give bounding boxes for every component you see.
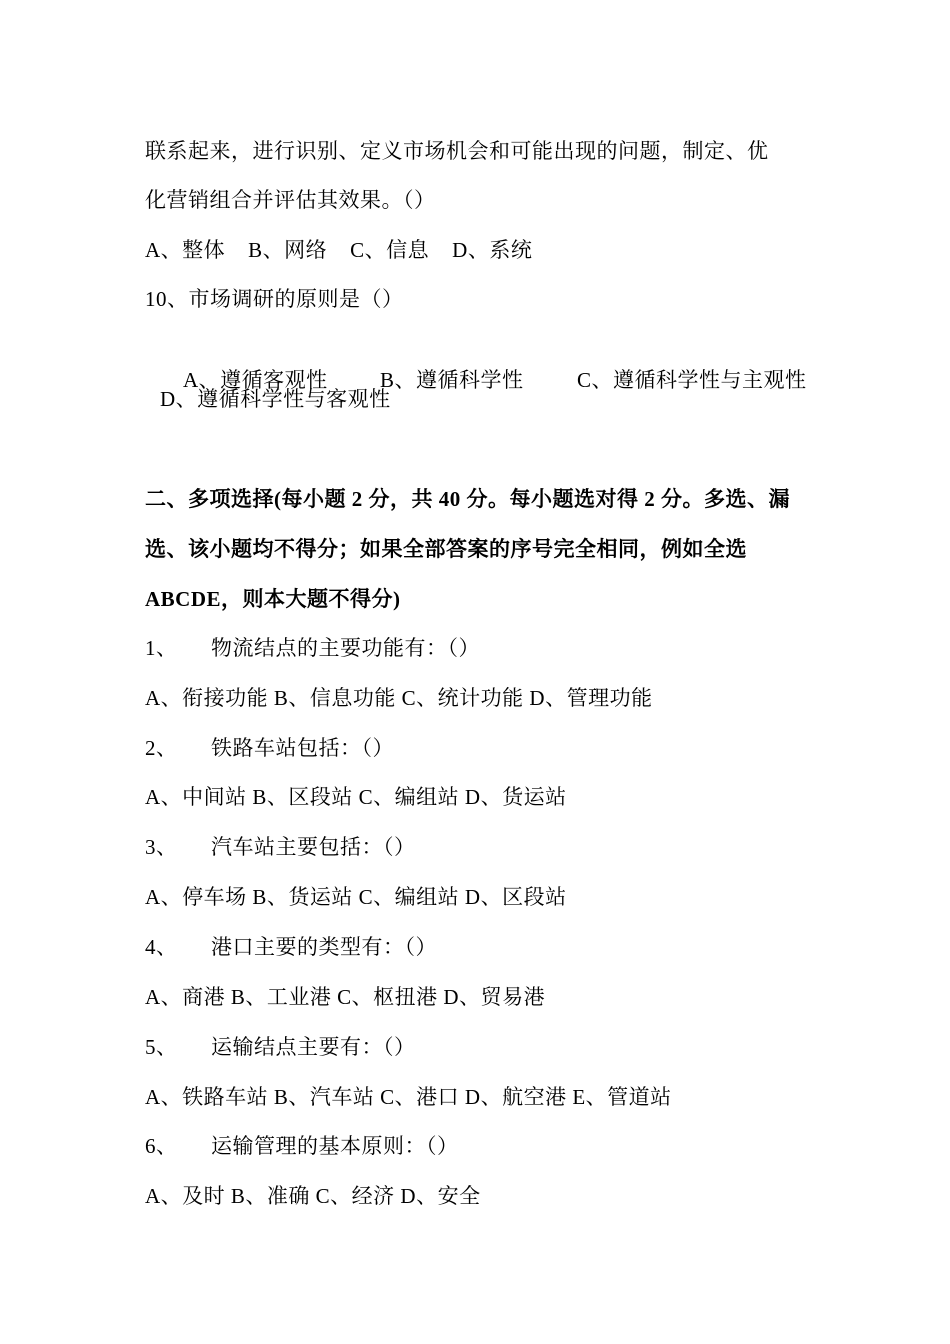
question-5-options: A、铁路车站 B、汽车站 C、港口 D、航空港 E、管道站 [145, 1085, 672, 1109]
section-2-heading-line-3: ABCDE，则本大题不得分) [145, 587, 401, 611]
question-text: 运输结点主要有：（） [211, 1035, 416, 1059]
question-number: 4、 [145, 935, 178, 959]
question-text: 港口主要的类型有：（） [211, 935, 437, 959]
q10-option-b: B、遵循科学性 [380, 368, 524, 392]
section-2-heading-line-1: 二、多项选择(每小题 2 分，共 40 分。每小题选对得 2 分。多选、漏 [145, 487, 790, 511]
question-4-options: A、商港 B、工业港 C、枢扭港 D、贸易港 [145, 985, 546, 1009]
q10-option-a: A、遵循客观性 [183, 368, 328, 392]
question-6-options: A、及时 B、准确 C、经济 D、安全 [145, 1184, 481, 1208]
prev-question-text-line-1: 联系起来，进行识别、定义市场机会和可能出现的问题，制定、优 [145, 139, 769, 163]
question-number: 1、 [145, 636, 178, 660]
question-1-stem [145, 633, 480, 663]
q10-option-d: D、遵循科学性与客观性 [160, 387, 391, 411]
question-3-stem [145, 832, 416, 862]
question-number: 2、 [145, 736, 178, 760]
question-number: 6、 [145, 1134, 178, 1158]
prev-question-text-line-2: 化营销组合并评估其效果。（） [145, 188, 436, 212]
question-2-stem [145, 733, 394, 763]
question-text: 汽车站主要包括：（） [211, 835, 416, 859]
q10-stem: 10、市场调研的原则是（） [145, 287, 404, 311]
question-3-options: A、停车场 B、货运站 C、编组站 D、区段站 [145, 885, 567, 909]
section-2-heading-line-2: 选、该小题均不得分；如果全部答案的序号完全相同，例如全选 [145, 537, 747, 561]
question-text: 铁路车站包括：（） [211, 736, 394, 760]
question-text: 物流结点的主要功能有：（） [211, 636, 480, 660]
question-6-stem [145, 1131, 459, 1161]
q10-option-c: C、遵循科学性与主观性 [577, 368, 807, 392]
question-1-options: A、衔接功能 B、信息功能 C、统计功能 D、管理功能 [145, 686, 653, 710]
prev-question-options: A、整体 B、网络 C、信息 D、系统 [145, 238, 533, 262]
question-4-stem [145, 932, 437, 962]
question-number: 5、 [145, 1035, 178, 1059]
question-number: 3、 [145, 835, 178, 859]
question-text: 运输管理的基本原则：（） [211, 1134, 459, 1158]
question-5-stem [145, 1032, 416, 1062]
question-2-options: A、中间站 B、区段站 C、编组站 D、货运站 [145, 785, 567, 809]
